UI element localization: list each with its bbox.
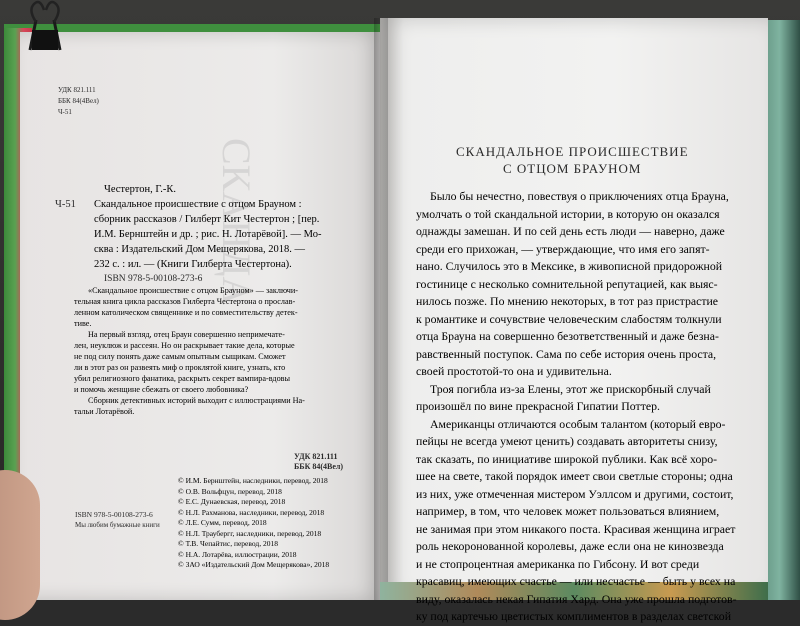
lp-ann-line: тельная книга цикла рассказов Гилберта Честертона о прослав-: [74, 297, 296, 306]
rp-body-line: однажды замешан. И по сей день есть люди — наверно, даже: [416, 224, 725, 238]
lp-main-line: И.М. Бернштейн и др. ; рис. Н. Лотарёвой]. — Мо-: [94, 229, 322, 240]
rp-body-line: гостинице с несколько сомнительной репутацией, как выяс-: [416, 276, 718, 291]
lp-main-line: сква : Издательский Дом Мещерякова, 2018. —: [94, 244, 306, 255]
rp-body-line: Троя погибла из-за Елены, этот же прискорбный случай: [430, 381, 711, 396]
show-through-text: СКАНДА: [214, 138, 259, 306]
rp-body-line: так сказать, по инициативе широкой публики. Как всё хоро-: [416, 451, 718, 466]
lp-copy-line: © Н.Л. Траубергг, наследники, перевод, 2018: [178, 528, 322, 538]
book-gutter: [374, 18, 388, 600]
rp-body-line: отца Брауна на совершенно безответственный и даже безна-: [416, 329, 719, 343]
isbn-bottom: ISBN 978-5-00108-273-6: [75, 510, 153, 519]
lp-ann-line: и помочь женщине сбежать от своего любовника?: [74, 385, 249, 394]
lp-ann-line: тиве.: [74, 319, 92, 328]
lp-copy-line: © И.М. Бернштейн, наследники, перевод, 2018: [178, 476, 328, 485]
lp-copy-line: © Н.А. Лотарёва, иллюстрации, 2018: [178, 549, 297, 559]
udk-bottom: УДК 821.111: [294, 452, 338, 461]
rp-body-line: своей простотой-то она и удивительна.: [416, 364, 612, 378]
binder-clip-icon: [22, 0, 68, 52]
rp-body-line: красавиц, имеющих счастье — или несчастье — быть у всех на: [416, 574, 736, 588]
lp-main-line: сборник рассказов / Гилберт Кит Честертон ; [пер.: [94, 214, 320, 225]
bbk-top: ББК 84(4Вел): [58, 97, 99, 105]
rp-body-line: произошёл по вине прекрасной Гипатии Поттер.: [416, 399, 660, 413]
rp-body-line: роль некоронованной королевы, даже если она не кинозвезда: [416, 539, 724, 553]
lp-main-line: Честертон, Г.-К.: [104, 184, 176, 195]
rp-body-line: не занимая при этом никакого поста. Красивая женщина играет: [416, 521, 736, 536]
code-side: Ч-51: [55, 199, 76, 210]
rp-body-line: виду, оказалась некая Гипатия Хард. Она уже прошла подготов-: [416, 591, 737, 606]
lp-ann-line: Сборник детективных историй выходит с иллюстрациями На-: [88, 396, 305, 405]
udk-top: УДК 821.111: [58, 86, 96, 94]
lp-ann-line: лен, неуклюж и рассеян. Но он раскрывает такие дела, которые: [74, 341, 295, 350]
lp-main-line: 232 с. : ил. — (Книги Гилберта Честертона).: [94, 259, 292, 270]
lp-ann-line: ли в этот раз он развеять миф о проклятой книге, узнать, кто: [74, 363, 286, 372]
lp-copy-line: © О.В. Вольфцун, перевод, 2018: [178, 486, 282, 496]
lp-ann-line: На первый взгляд, отец Браун совершенно непримечате-: [88, 330, 285, 339]
catalog-entry: [94, 182, 359, 272]
code-top: Ч-51: [58, 108, 72, 116]
rp-body-line: равственный поступок. Сама по себе история очень проста,: [416, 346, 717, 361]
rp-body-line: шее на свете, такой порядок имеет свои светлые стороны; одна: [416, 469, 733, 483]
chapter-title-line1: СКАНДАЛЬНОЕ ПРОИСШЕСТВИЕ: [456, 144, 689, 159]
rp-body-line: к романтике и сочувствие человеческим слабостям толкнули: [416, 311, 722, 326]
lp-ann-line: «Скандальное происшествие с отцом Брауном» — заключи-: [88, 286, 298, 295]
rp-body-line: среди его прихожан, — утверждающие, что имя его запят-: [416, 241, 710, 256]
rp-body-line: нилось позже. По мнению некоторых, в тот раз пристрастие: [416, 294, 719, 308]
rp-body-line: из них, уже отмеченная мистером Уэллсом и другими, состоит,: [416, 486, 734, 501]
rp-body-line: нано. Случилось это в Мексике, в живописной придорожной: [416, 259, 723, 273]
lp-ann-line: тальи Лотарёвой.: [74, 407, 135, 416]
rp-body-line: Американцы отличаются особым талантом (который евро-: [430, 416, 726, 431]
rp-body-line: пейцы не всегда умеют ценить) создавать авторитеты снизу,: [416, 434, 718, 448]
isbn-main: ISBN 978-5-00108-273-6: [104, 274, 203, 284]
rp-body-line: ку под картечью цветистых комплиментов в разделах светской: [416, 609, 732, 623]
rp-body-line: и не стопроцентная американка по Гибсону. И вот среди: [416, 556, 700, 571]
rp-body-line: например, в том, что человек может пользоваться влиянием,: [416, 504, 720, 518]
chapter-body: [416, 188, 746, 626]
annotation: [74, 285, 364, 417]
lp-ann-line: убил религиозного фанатика, раскрыть секрет вампира-вдовы: [74, 374, 291, 383]
thumb: [0, 470, 40, 620]
paper-note: Мы любим бумажные книги: [75, 521, 160, 529]
lp-main-line: Скандальное происшествие с отцом Брауном :: [94, 199, 302, 210]
bbk-bottom: ББК 84(4Вел): [294, 462, 344, 471]
lp-ann-line: ленном католическом священнике и по совместительству детек-: [74, 308, 298, 317]
lp-ann-line: не под силу понять даже самым опытным сыщикам. Сможет: [74, 352, 286, 361]
chapter-title-line2: С ОТЦОМ БРАУНОМ: [503, 161, 642, 176]
lp-copy-line: © Л.Е. Сумм, перевод, 2018: [178, 518, 267, 527]
cover-right-edge: [766, 20, 800, 600]
lp-copy-line: © Н.Л. Рахманова, наследники, перевод, 2018: [178, 507, 325, 517]
rp-body-line: умолчать о той скандальной истории, в которую он оказался: [416, 206, 720, 221]
lp-copy-line: © Т.В. Чепайтис, перевод, 2018: [178, 539, 278, 548]
copyright-list: [178, 476, 368, 571]
lp-copy-line: © ЗАО «Издательский Дом Мещерякова», 2018: [178, 560, 330, 569]
lp-copy-line: © Е.С. Дунаевская, перевод, 2018: [178, 497, 286, 506]
rp-body-line: Было бы нечестно, повествуя о приключениях отца Брауна,: [430, 189, 729, 203]
